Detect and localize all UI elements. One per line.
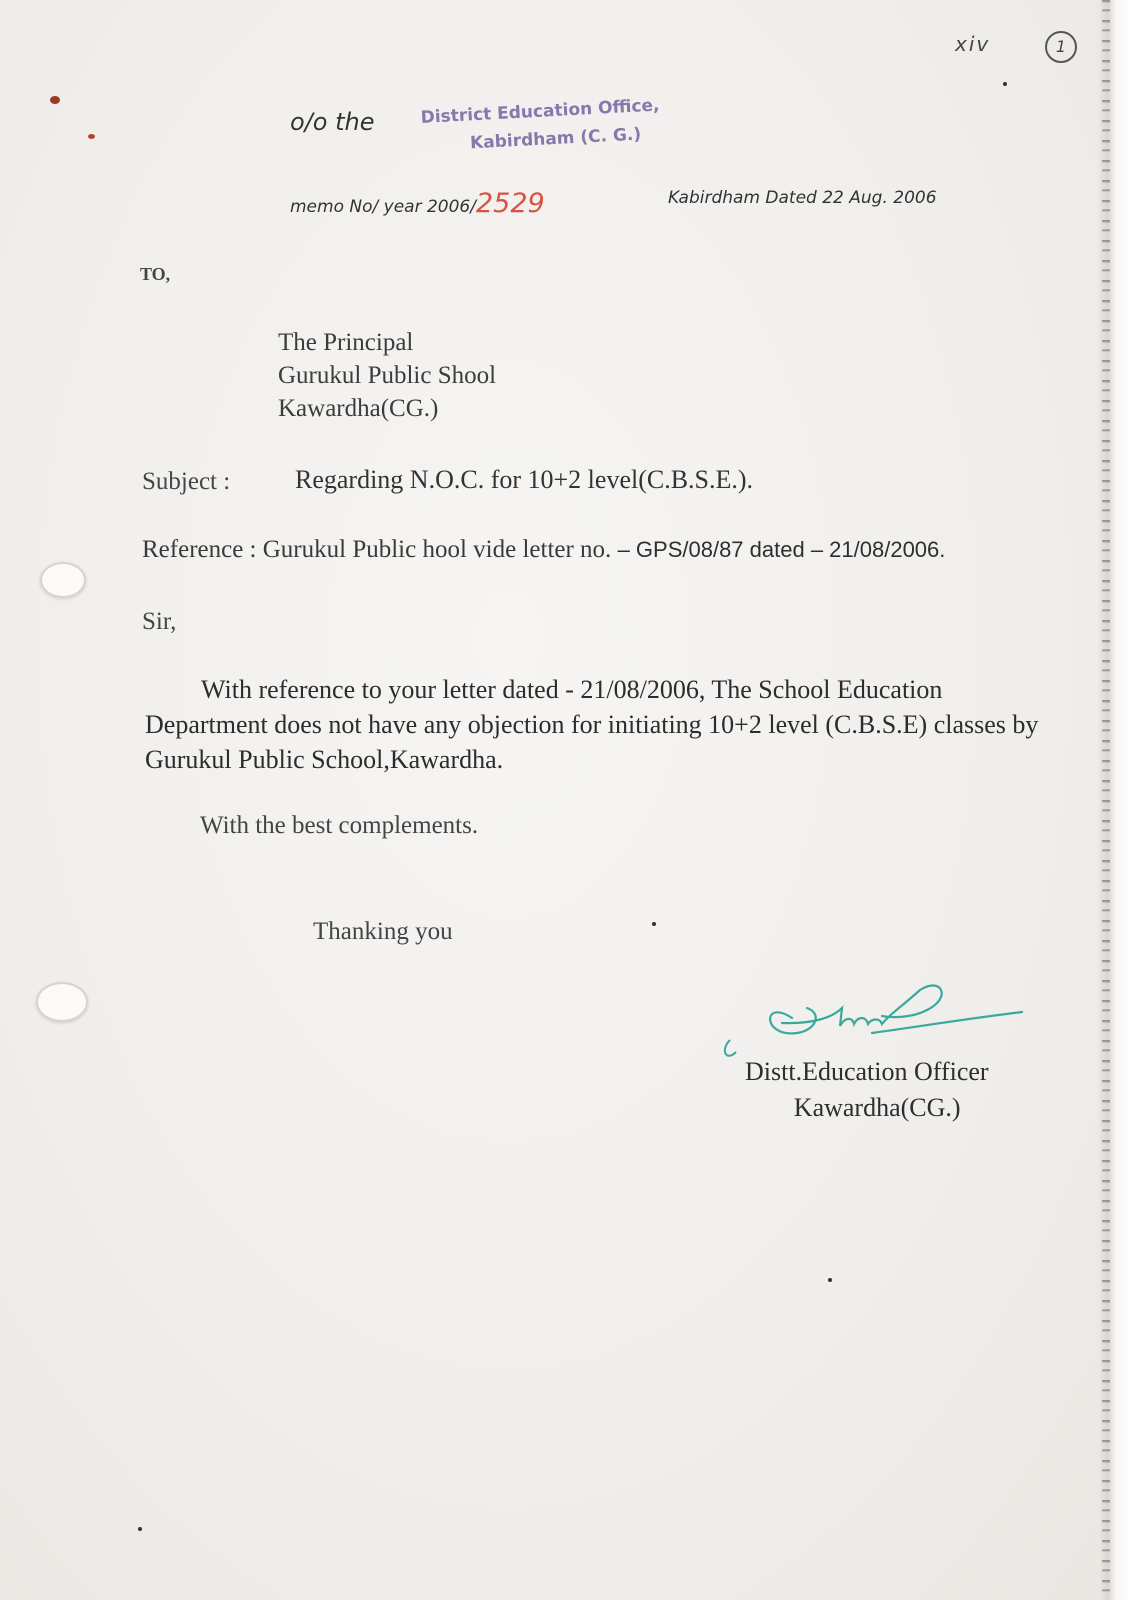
signatory-title: Distt.Education Officer [745, 1057, 989, 1086]
paper-speck [1003, 82, 1007, 86]
signatory-block [745, 1054, 989, 1126]
scanned-page-edge [1098, 0, 1131, 1600]
letter-body [145, 672, 1065, 777]
recipient-city: Kawardha(CG.) [278, 395, 439, 422]
memo-number-line [290, 188, 545, 219]
reference-line [142, 536, 945, 564]
letter-body-text: With reference to your letter dated - 21/08/2006, The School Education Department does not have any objection for initiating 10+2 level (C.B.S.E) classes by Gurukul Public School,Kawardha. [145, 675, 1039, 774]
memo-prefix: memo No/ year 2006/ [290, 197, 476, 217]
place-date: Kabirdham Dated 22 Aug. 2006 [668, 188, 937, 208]
stamp-line-office: District Education Office, [420, 95, 661, 128]
circled-page-number: 1 [1045, 31, 1077, 63]
memo-number: 2529 [475, 188, 545, 219]
reference-text: Reference : Gurukul Public hool vide letter no. [142, 536, 612, 563]
reference-letter-details: – GPS/08/87 dated – 21/08/2006. [617, 537, 946, 562]
paper-speck [652, 922, 656, 926]
punch-hole-bottom [36, 982, 88, 1022]
paper-speck [828, 1278, 832, 1282]
recipient-school: Gurukul Public Shool [278, 362, 497, 389]
ink-mark [88, 134, 95, 139]
paper-speck [138, 1527, 142, 1531]
signatory-location: Kawardha(CG.) [793, 1093, 961, 1122]
subject-label: Subject : [142, 468, 231, 495]
complements-line: With the best complements. [200, 812, 479, 839]
roman-page-number: xiv [955, 32, 991, 56]
stamp-line-district: Kabirdham (C. G.) [469, 124, 642, 154]
recipient-address [278, 326, 496, 425]
ink-mark [50, 96, 60, 104]
recipient-title: The Principal [278, 329, 414, 356]
punch-hole-top [40, 562, 86, 598]
closing-line: Thanking you [313, 918, 453, 945]
subject-text: Regarding N.O.C. for 10+2 level(C.B.S.E.). [295, 465, 754, 494]
salutation: Sir, [142, 608, 177, 635]
office-prefix: o/o the [290, 108, 375, 136]
to-label: TO, [140, 264, 171, 284]
